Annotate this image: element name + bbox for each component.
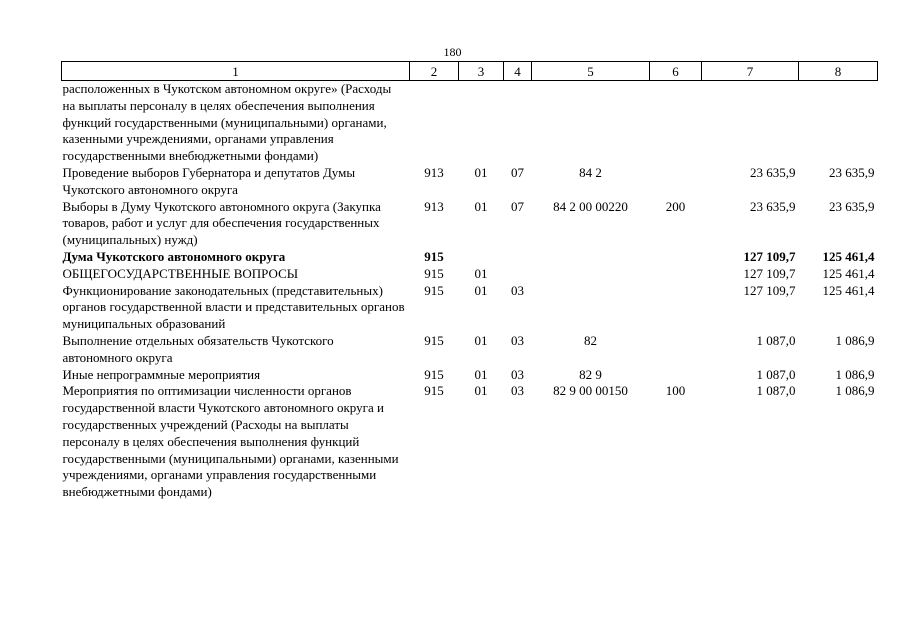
header-col-2: 2 <box>410 62 459 81</box>
row-amount-plan: 1 087,0 <box>756 383 796 399</box>
row-name: ОБЩЕГОСУДАРСТВЕННЫЕ ВОПРОСЫ <box>62 265 299 281</box>
row-ministry-code: 915 <box>424 248 444 264</box>
row-amount-actual: 1 086,9 <box>835 366 875 382</box>
row-ministry-code: 915 <box>424 383 444 399</box>
row-expense-type <box>650 283 702 333</box>
row-name: расположенных в Чукотском автономном округе» (Расходы на выплаты персоналу в целях обеспечения выполнения функций государственными (муниципальными) органами, казенными учреждениями, органами управления государственными внебюджетными фондами) <box>62 81 392 164</box>
row-ministry-code: 913 <box>424 198 444 214</box>
row-amount-actual: 1 086,9 <box>835 383 875 399</box>
row-name: Функционирование законодательных (представительных) органов государственной власти и представительных органов муниципальных образований <box>62 282 405 332</box>
row-amount-plan: 127 109,7 <box>743 282 796 298</box>
row-section-code: 01 <box>474 383 488 399</box>
row-expense-type <box>650 333 702 367</box>
row-subsection-code: 03 <box>511 282 524 298</box>
table-row <box>62 165 878 199</box>
table-row <box>62 199 878 249</box>
header-col-8: 8 <box>799 62 878 81</box>
row-subsection-code: 03 <box>511 332 524 348</box>
table-row <box>62 249 878 266</box>
row-amount-plan: 127 109,7 <box>743 248 796 264</box>
row-ministry-code: 915 <box>424 282 444 298</box>
table-row <box>62 266 878 283</box>
row-name: Выполнение отдельных обязательств Чукотского автономного округа <box>62 332 334 365</box>
row-expense-type <box>650 249 702 266</box>
row-target-code: 84 2 <box>579 164 602 180</box>
row-section-code <box>459 249 504 266</box>
row-section-code: 01 <box>474 198 488 214</box>
row-target-code <box>532 249 650 266</box>
row-name: Иные непрограммные мероприятия <box>62 366 261 382</box>
row-expense-type <box>650 81 702 165</box>
row-target-code <box>532 81 650 165</box>
row-target-code: 84 2 00 00220 <box>553 198 628 214</box>
row-subsection-code: 07 <box>511 198 524 214</box>
table-row <box>62 283 878 333</box>
row-amount-plan: 1 087,0 <box>756 332 796 348</box>
row-subsection-code: 03 <box>511 366 524 382</box>
row-ministry-code: 915 <box>424 366 444 382</box>
row-expense-type <box>650 266 702 283</box>
row-name: Выборы в Думу Чукотского автономного округа (Закупка товаров, работ и услуг для обеспечения государственных (муниципальных) нужд) <box>62 198 381 248</box>
row-ministry-code: 915 <box>424 265 444 281</box>
row-expense-type <box>650 367 702 384</box>
row-expense-type: 200 <box>665 198 686 214</box>
row-subsection-code <box>504 81 532 165</box>
table-row <box>62 367 878 384</box>
row-section-code: 01 <box>474 282 488 298</box>
row-target-code <box>532 283 650 333</box>
page-number: 180 <box>443 45 462 59</box>
header-col-6: 6 <box>650 62 702 81</box>
row-amount-actual: 125 461,4 <box>822 248 875 264</box>
row-target-code: 82 9 00 00150 <box>553 383 628 399</box>
row-target-code: 82 9 <box>579 366 602 382</box>
table-row <box>62 383 878 501</box>
row-section-code: 01 <box>474 332 488 348</box>
row-amount-actual: 125 461,4 <box>822 282 875 298</box>
table-row <box>62 333 878 367</box>
row-section-code <box>459 81 504 165</box>
row-amount-plan: 1 087,0 <box>756 366 796 382</box>
row-subsection-code <box>504 266 532 283</box>
row-ministry-code: 915 <box>424 332 444 348</box>
table-row <box>62 81 878 165</box>
header-col-5: 5 <box>532 62 650 81</box>
row-amount-plan: 127 109,7 <box>743 265 796 281</box>
row-section-code: 01 <box>474 164 488 180</box>
row-name: Дума Чукотского автономного округа <box>62 248 286 264</box>
row-amount-actual <box>799 81 878 165</box>
row-amount-plan <box>702 81 799 165</box>
row-amount-actual: 1 086,9 <box>835 332 875 348</box>
row-amount-plan: 23 635,9 <box>750 164 796 180</box>
header-col-4: 4 <box>504 62 532 81</box>
row-expense-type: 100 <box>665 383 686 399</box>
row-amount-actual: 125 461,4 <box>822 265 875 281</box>
row-subsection-code <box>504 249 532 266</box>
row-amount-plan: 23 635,9 <box>750 198 796 214</box>
row-ministry-code <box>410 81 459 165</box>
row-target-code <box>532 266 650 283</box>
budget-table <box>61 61 878 501</box>
row-expense-type <box>650 165 702 199</box>
row-name: Проведение выборов Губернатора и депутатов Думы Чукотского автономного округа <box>62 164 356 197</box>
row-name: Мероприятия по оптимизации численности органов государственной власти Чукотского автономного округа и государственных учреждений (Расходы на выплаты персоналу в целях обеспечения выполнения функций государственными (муниципальными) органами, казенными учреждениями, органами управления государственными внебюджетными фондами) <box>62 383 399 500</box>
header-col-1: 1 <box>62 62 410 81</box>
row-target-code: 82 <box>584 332 597 348</box>
row-subsection-code: 03 <box>511 383 524 399</box>
header-col-3: 3 <box>459 62 504 81</box>
row-section-code: 01 <box>474 265 488 281</box>
row-amount-actual: 23 635,9 <box>829 198 875 214</box>
row-section-code: 01 <box>474 366 488 382</box>
header-col-7: 7 <box>702 62 799 81</box>
row-ministry-code: 913 <box>424 164 444 180</box>
header-row <box>62 62 878 81</box>
row-subsection-code: 07 <box>511 164 524 180</box>
row-amount-actual: 23 635,9 <box>829 164 875 180</box>
